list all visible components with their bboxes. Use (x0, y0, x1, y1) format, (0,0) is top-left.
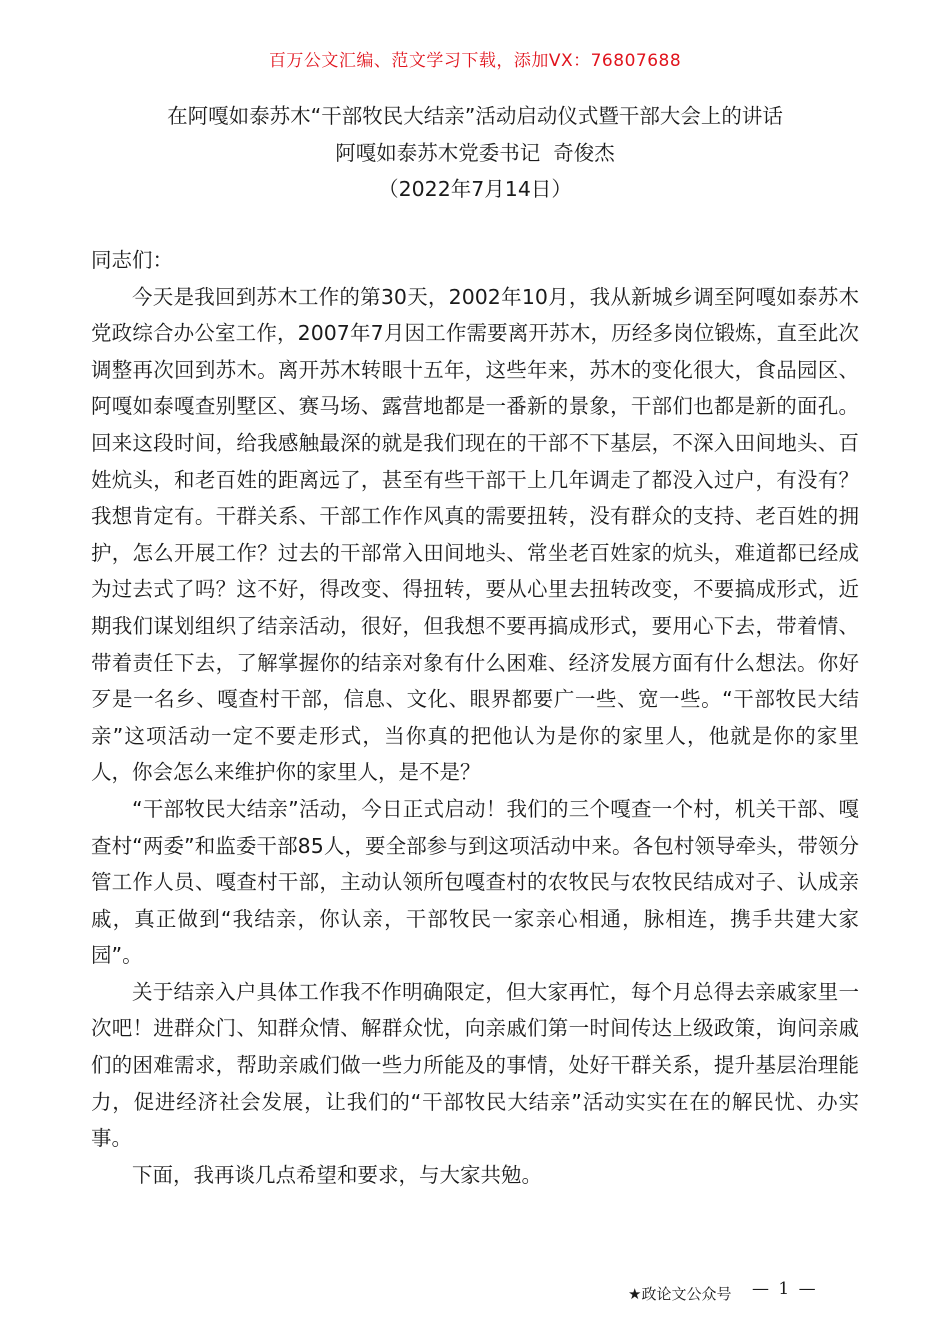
document-title: 在阿嘎如泰苏木“干部牧民大结亲”活动启动仪式暨干部大会上的讲话 (167, 104, 783, 128)
paragraph: 今天是我回到苏木工作的第30天，2002年10月，我从新城乡调至阿嘎如泰苏木党政综合办公室工作，2007年7月因工作需要离开苏木，历经多岗位锻炼，直至此次调整再次回到苏木。离开苏木转眼十五年，这些年来，苏木的变化很大，食品园区、阿嘎如泰嘎查别墅区、赛马场、露营地都是一番新的景象，干部们也都是新的面孔。回来这段时间，给我感触最深的就是我们现在的干部不下基层，不深入田间地头、百姓炕头，和老百姓的距离远了，甚至有些干部干上几年调走了都没入过户，有没有？我想肯定有。干群关系、干部工作作风真的需要扭转，没有群众的支持、老百姓的拥护，怎么开展工作？过去的干部常入田间地头、常坐老百姓家的炕头，难道都已经成为过去式了吗？这不好，得改变、得扭转，要从心里去扭转改变，不要搞成形式，近期我们谋划组织了结亲活动，很好，但我想不要再搞成形式，要用心下去，带着情、带着责任下去，了解掌握你的结亲对象有什么困难、经济发展方面有什么想法。你好歹是一名乡、嘎查村干部，信息、文化、眼界都要广一些、宽一些。“干部牧民大结亲”这项活动一定不要走形式，当你真的把他认为是你的家里人，他就是你的家里人，你会怎么来维护你的家里人，是不是？ (91, 284, 859, 785)
document-body (91, 242, 859, 1193)
paragraph: 下面，我再谈几点希望和要求，与大家共勉。 (132, 1162, 542, 1187)
title-block (0, 98, 950, 208)
footer-source: ★政论文公众号 (628, 1285, 732, 1303)
paragraph: 关于结亲入户具体工作我不作明确限定，但大家再忙，每个月总得去亲戚家里一次吧！进群众门、知群众情、解群众忧，向亲戚们第一时间传达上级政策，询问亲戚们的困难需求，帮助亲戚们做一些力所能及的事情，处好干群关系，提升基层治理能力，促进经济社会发展，让我们的“干部牧民大结亲”活动实实在在的解民忧、办实事。 (91, 979, 859, 1151)
page-footer (628, 1283, 731, 1304)
document-author: 阿嘎如泰苏木党委书记 奇俊杰 (335, 140, 615, 165)
document-date: （2022年7月14日） (378, 177, 572, 202)
page-number: — 1 — (752, 1279, 818, 1299)
salutation: 同志们： (91, 248, 173, 272)
paragraph: “干部牧民大结亲”活动，今日正式启动！我们的三个嘎查一个村，机关干部、嘎查村“两委”和监委干部85人，要全部参与到这项活动中来。各包村领导牵头，带领分管工作人员、嘎查村干部，主动认领所包嘎查村的农牧民与农牧民结成对子、认成亲戚，真正做到“我结亲，你认亲，干部牧民一家亲心相通，脉相连，携手共建大家园”。 (91, 796, 859, 968)
watermark-banner: 百万公文汇编、范文学习下载，添加VX：76807688 (268, 51, 682, 71)
